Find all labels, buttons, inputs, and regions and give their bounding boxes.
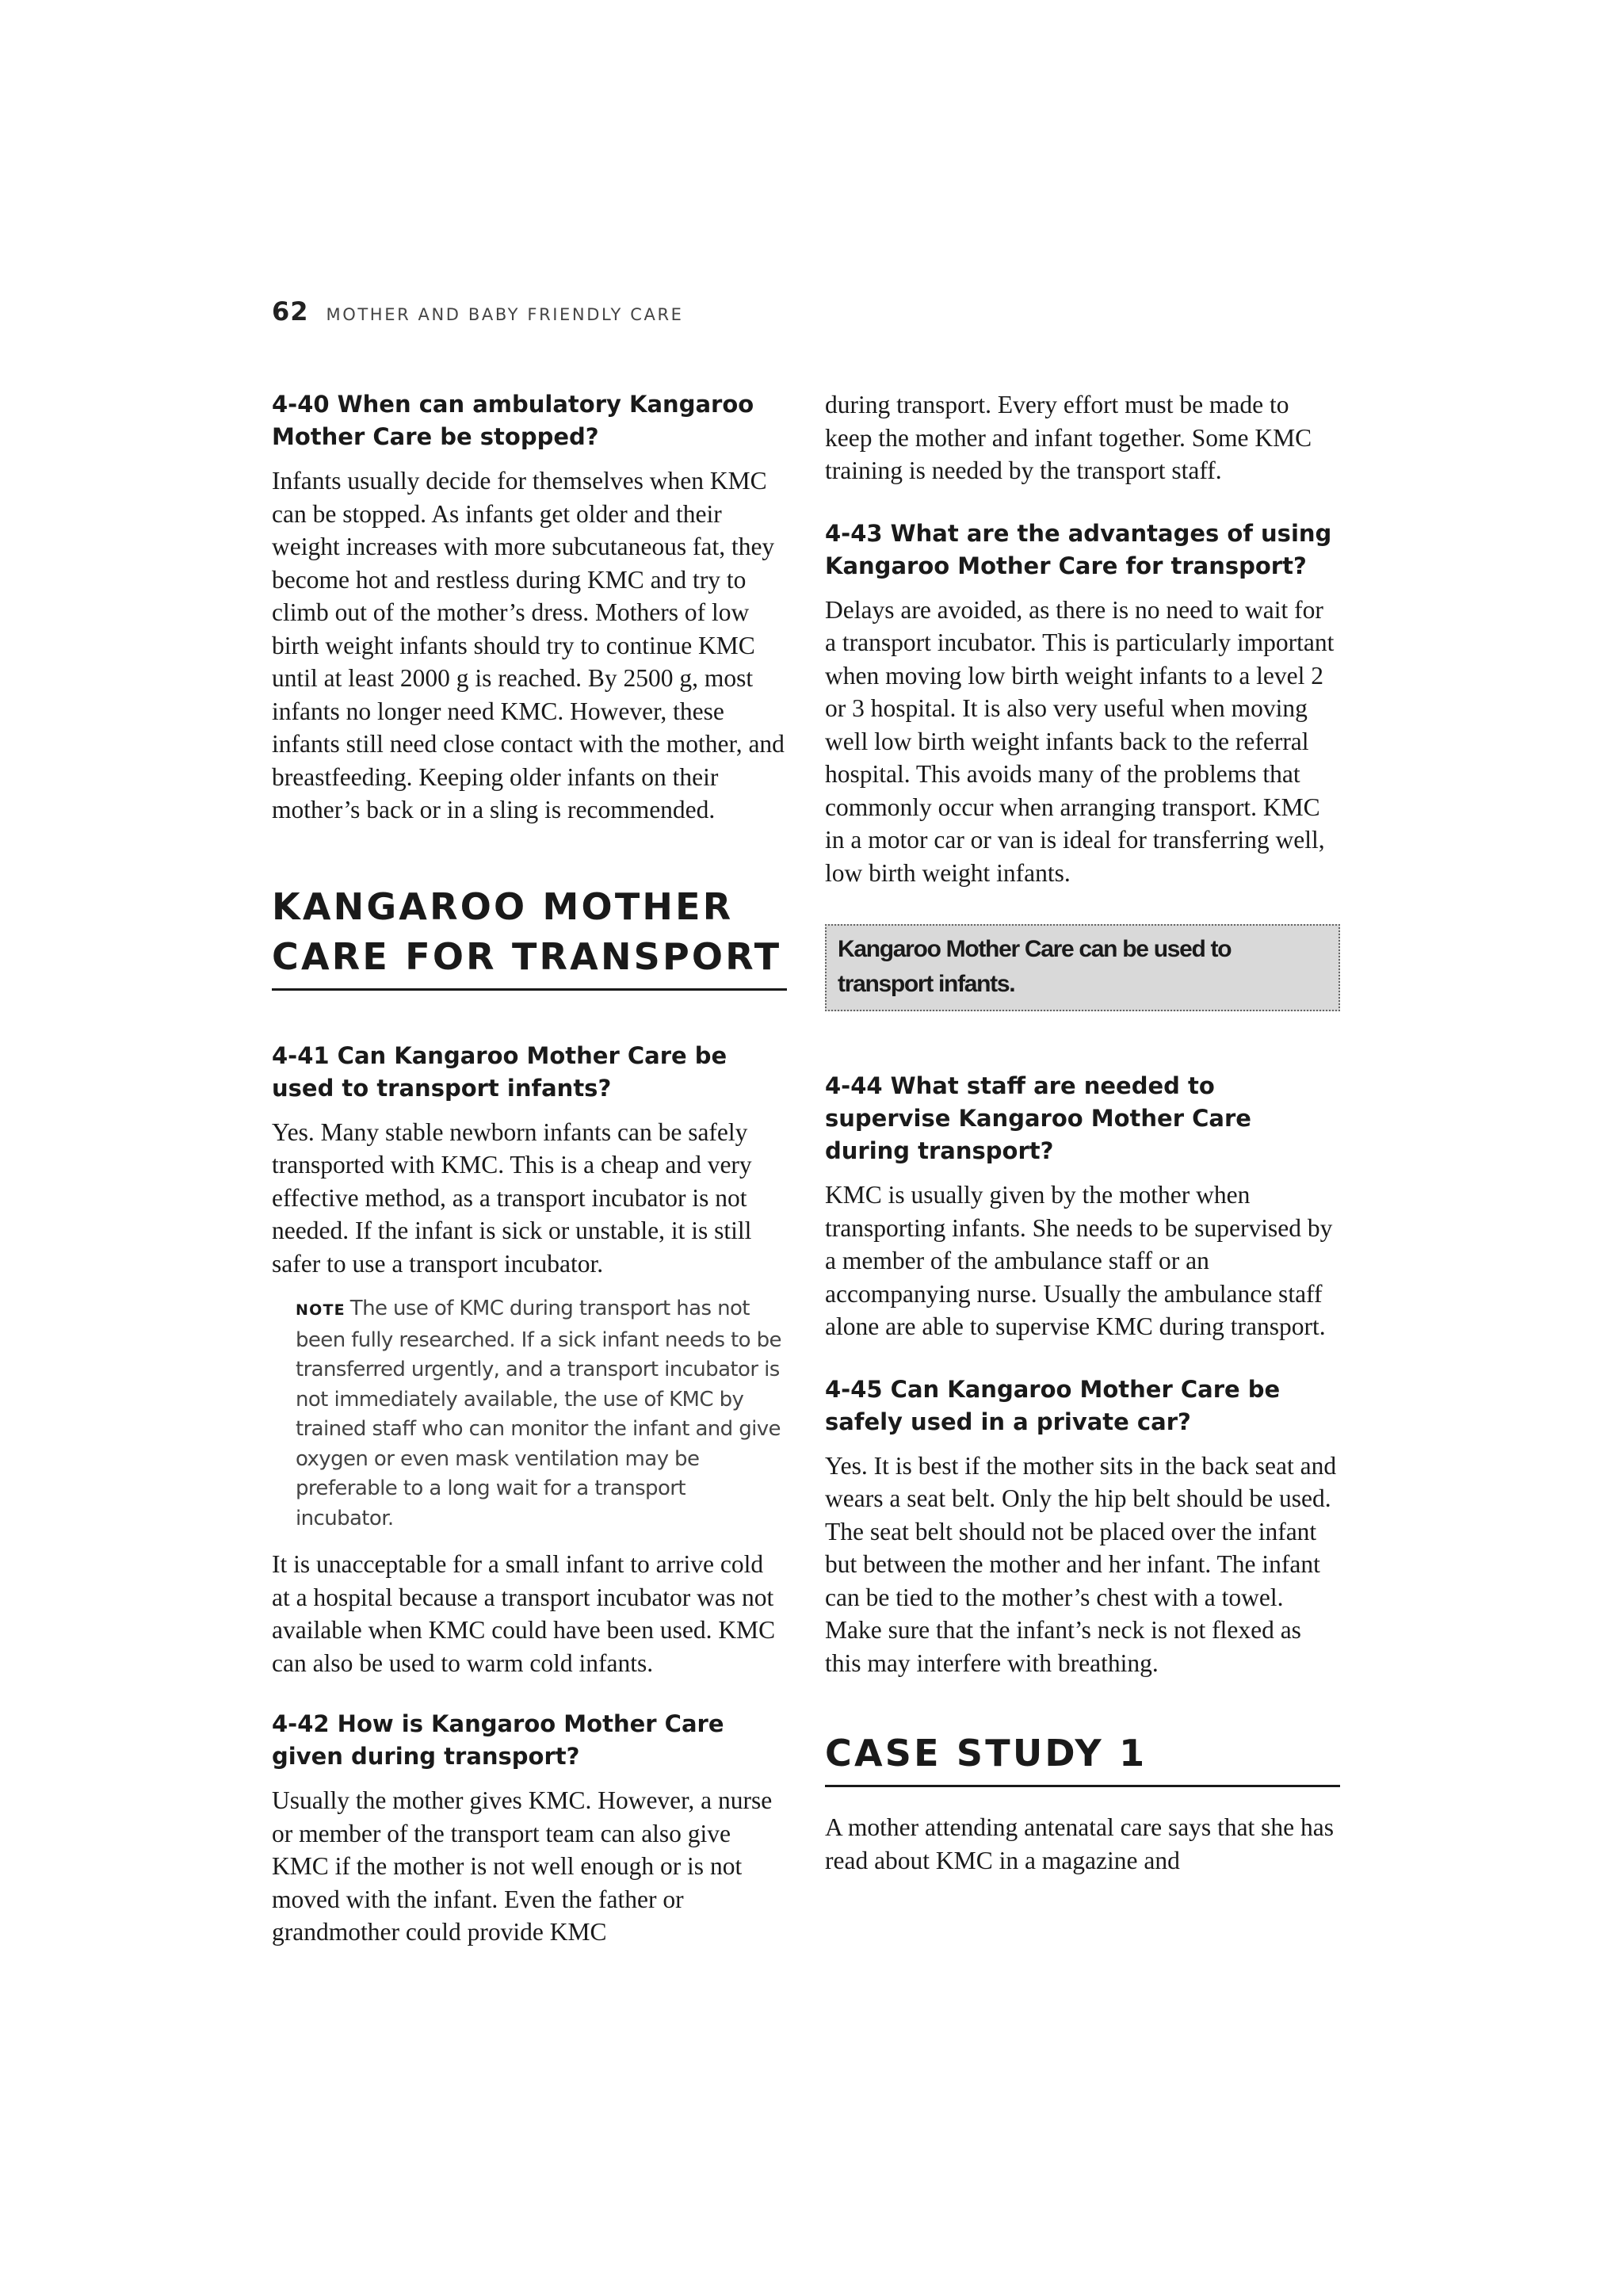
question-heading-4-45: 4-45 Can Kangaroo Mother Care be safely used in a private car?: [825, 1375, 1281, 1435]
answer-paragraph-4-41: Yes. Many stable newborn infants can be safely transported with KMC. This is a cheap and very effective method, as a transport incubator is not needed. If the infant is sick or unstable, it is still safer to use a transport incubator.: [272, 1117, 752, 1278]
note-label: NOTE: [296, 1301, 346, 1319]
callout-text: Kangaroo Mother Care can be used to transport infants.: [838, 936, 1232, 997]
running-header: [272, 296, 684, 327]
case-study-paragraph: A mother attending antenatal care says that she has read about KMC in a magazine and: [825, 1813, 1335, 1874]
question-heading-4-42: 4-42 How is Kangaroo Mother Care given during transport?: [272, 1710, 724, 1770]
answer-paragraph-4-41-cont: It is unacceptable for a small infant to arrive cold at a hospital because a transport incubator was not available when KMC could have been used. KMC can also be used to warm cold infants.: [272, 1550, 776, 1677]
note-block: [272, 1294, 787, 1534]
question-heading-4-44: 4-44 What staff are needed to supervise Kangaroo Mother Care during transport?: [825, 1072, 1251, 1164]
note-text: The use of KMC during transport has not been fully researched. If a sick infant needs to be transferred urgently, and a transport incubator is not immediately available, the use of KMC by trained staff who can monitor the infant and give oxygen or even mask ventilation may be preferable to a long wait for a transport incubator.: [296, 1297, 781, 1530]
answer-paragraph-4-45: Yes. It is best if the mother sits in the back seat and wears a seat belt. Only the hip belt should be used. The seat belt should not be placed over the infant but between the mother and her infant. The infant can be tied to the mother’s chest with a towel. Make sure that the infant’s neck is not flexed as this may interfere with breathing.: [825, 1451, 1337, 1677]
question-heading-4-41: 4-41 Can Kangaroo Mother Care be used to transport infants?: [272, 1041, 727, 1102]
answer-paragraph-4-42-cont: during transport. Every effort must be made to keep the mother and infant together. Some KMC training is needed by the transport staff.: [825, 391, 1312, 484]
answer-paragraph-4-44: KMC is usually given by the mother when transporting infants. She needs to be supervised by a member of the ambulance staff or an accompanying nurse. Usually the ambulance staff alone are able to supervise KMC during transport.: [825, 1181, 1333, 1340]
callout-box: [825, 924, 1340, 1011]
answer-paragraph-4-43: Delays are avoided, as there is no need to wait for a transport incubator. This is particularly important when moving low birth weight infants to a level 2 or 3 hospital. It is also very useful when moving well low birth weight infants back to the referral hospital. This avoids many of the problems that commonly occur when arranging transport. KMC in a motor car or van is ideal for transferring well, low birth weight infants.: [825, 595, 1335, 887]
section-title-case-study: CASE STUDY 1: [825, 1729, 1340, 1787]
answer-paragraph-4-42: Usually the mother gives KMC. However, a nurse or member of the transport team can also give KMC if the mother is not well enough or is not moved with the infant. Even the father or grandmother could provide KMC: [272, 1786, 773, 1946]
section-title-transport: KANGAROO MOTHER CARE FOR TRANSPORT: [272, 882, 787, 991]
question-heading-4-43: 4-43 What are the advantages of using Kangaroo Mother Care for transport?: [825, 519, 1332, 579]
question-heading-4-40: 4-40 When can ambulatory Kangaroo Mother Care be stopped?: [272, 391, 754, 450]
answer-paragraph-4-40: Infants usually decide for themselves when KMC can be stopped. As infants get older and their weight increases with more subcutaneous fat, they become hot and restless during KMC and try to climb out of the mother’s dress. Mothers of low birth weight infants should try to continue KMC until at least 2000 g is reached. By 2500 g, most infants no longer need KMC. However, these infants still need close contact with the mother, and breastfeeding. Keeping older infants on their mother’s back or in a sling is recommended.: [272, 467, 785, 823]
running-title: MOTHER AND BABY FRIENDLY CARE: [326, 305, 684, 324]
right-column: [825, 388, 1340, 1877]
left-column: [272, 388, 787, 1949]
page-number: 62: [272, 296, 309, 327]
